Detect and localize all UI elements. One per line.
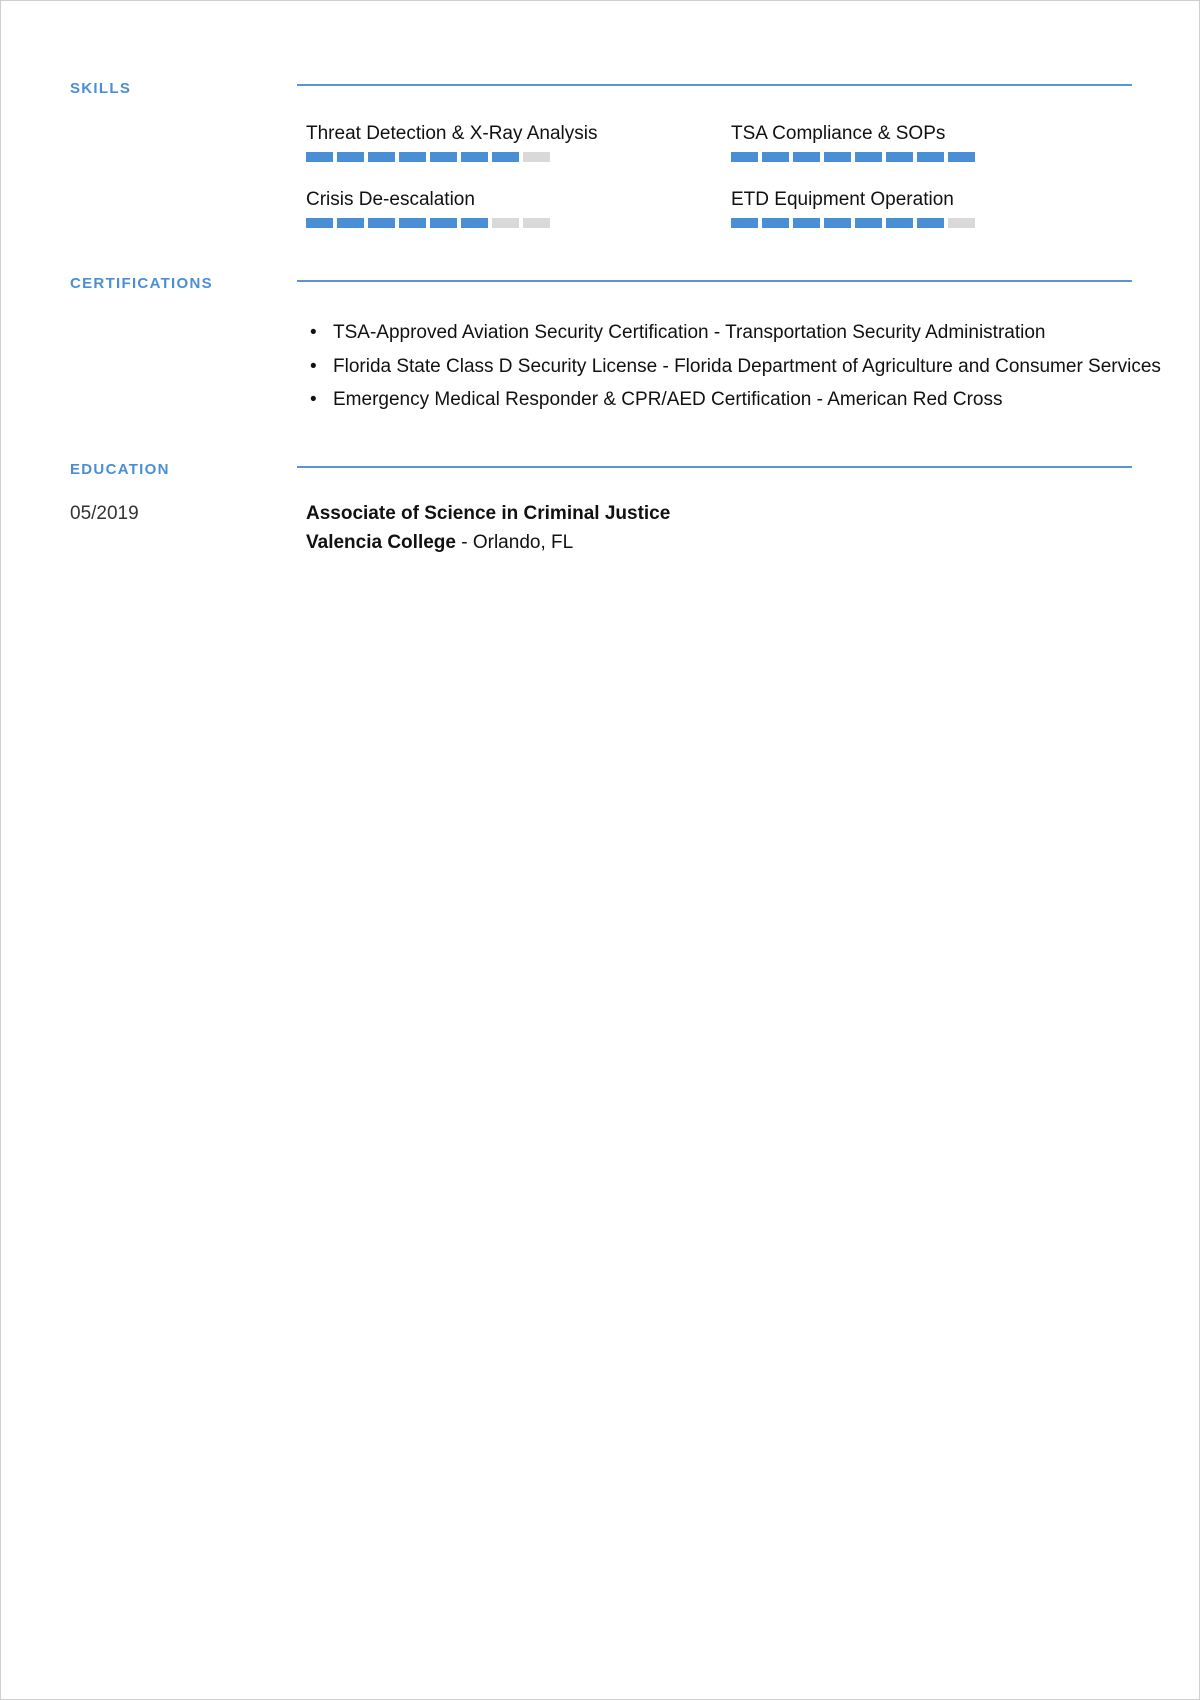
skill-level-segment-filled	[430, 152, 457, 162]
skill-level-segment-filled	[306, 152, 333, 162]
skill-level-segment-filled	[855, 152, 882, 162]
skill-name: Threat Detection & X-Ray Analysis	[306, 123, 598, 144]
bullet-icon: •	[310, 389, 317, 410]
skill-level-segment-filled	[337, 152, 364, 162]
education-school-line	[306, 532, 573, 554]
bullet-icon: •	[310, 322, 317, 343]
skill-level-segment-filled	[917, 218, 944, 228]
education-degree: Associate of Science in Criminal Justice	[306, 503, 671, 524]
skill-level-segment-filled	[824, 218, 851, 228]
skill-level-segment-filled	[824, 152, 851, 162]
skill-level-segment-filled	[430, 218, 457, 228]
skill-level-segment-filled	[337, 218, 364, 228]
skill-level-segment-empty	[492, 218, 519, 228]
list-item	[306, 316, 1161, 350]
skill-item	[306, 189, 550, 228]
certification-text: Emergency Medical Responder & CPR/AED Certification - American Red Cross	[333, 389, 1003, 410]
certification-text: Florida State Class D Security License - Florida Department of Agriculture and Consumer Services	[333, 355, 1161, 377]
skill-level-segment-filled	[306, 218, 333, 228]
skill-level-segment-empty	[948, 218, 975, 228]
skill-level-bar	[306, 218, 550, 228]
skill-level-bar	[731, 218, 975, 228]
skill-level-bar	[731, 152, 975, 162]
skill-item	[731, 123, 975, 162]
education-date: 05/2019	[70, 503, 139, 524]
skill-level-segment-filled	[886, 152, 913, 162]
skill-level-segment-filled	[948, 152, 975, 162]
skill-level-segment-filled	[731, 218, 758, 228]
skill-level-segment-filled	[793, 218, 820, 228]
skills-divider	[297, 84, 1132, 86]
skill-level-segment-filled	[793, 152, 820, 162]
certifications-divider	[297, 280, 1132, 282]
bullet-icon: •	[310, 355, 317, 377]
education-location: - Orlando, FL	[455, 532, 574, 553]
skill-level-segment-filled	[368, 152, 395, 162]
skill-name: TSA Compliance & SOPs	[731, 123, 946, 144]
certification-text: TSA-Approved Aviation Security Certification - Transportation Security Administration	[333, 322, 1046, 343]
skill-level-segment-filled	[855, 218, 882, 228]
skill-level-segment-filled	[461, 218, 488, 228]
education-divider	[297, 466, 1132, 468]
skill-level-bar	[306, 152, 597, 162]
skill-level-segment-filled	[886, 218, 913, 228]
certifications-heading: CERTIFICATIONS	[70, 275, 213, 292]
skill-level-segment-filled	[762, 218, 789, 228]
certifications-list	[306, 316, 1161, 417]
skill-level-segment-filled	[461, 152, 488, 162]
skill-name: Crisis De-escalation	[306, 189, 475, 210]
list-item	[306, 383, 1161, 417]
skill-level-segment-filled	[399, 218, 426, 228]
education-school: Valencia College	[306, 532, 456, 553]
skill-level-segment-filled	[492, 152, 519, 162]
skill-level-segment-filled	[731, 152, 758, 162]
skill-level-segment-filled	[368, 218, 395, 228]
skill-item	[306, 123, 597, 162]
skill-level-segment-empty	[523, 218, 550, 228]
education-heading: EDUCATION	[70, 461, 170, 478]
skill-level-segment-filled	[917, 152, 944, 162]
skill-name: ETD Equipment Operation	[731, 189, 954, 210]
skill-level-segment-filled	[399, 152, 426, 162]
skills-heading: SKILLS	[70, 80, 132, 97]
skill-item	[731, 189, 975, 228]
list-item	[306, 350, 1161, 384]
skill-level-segment-empty	[523, 152, 550, 162]
skill-level-segment-filled	[762, 152, 789, 162]
